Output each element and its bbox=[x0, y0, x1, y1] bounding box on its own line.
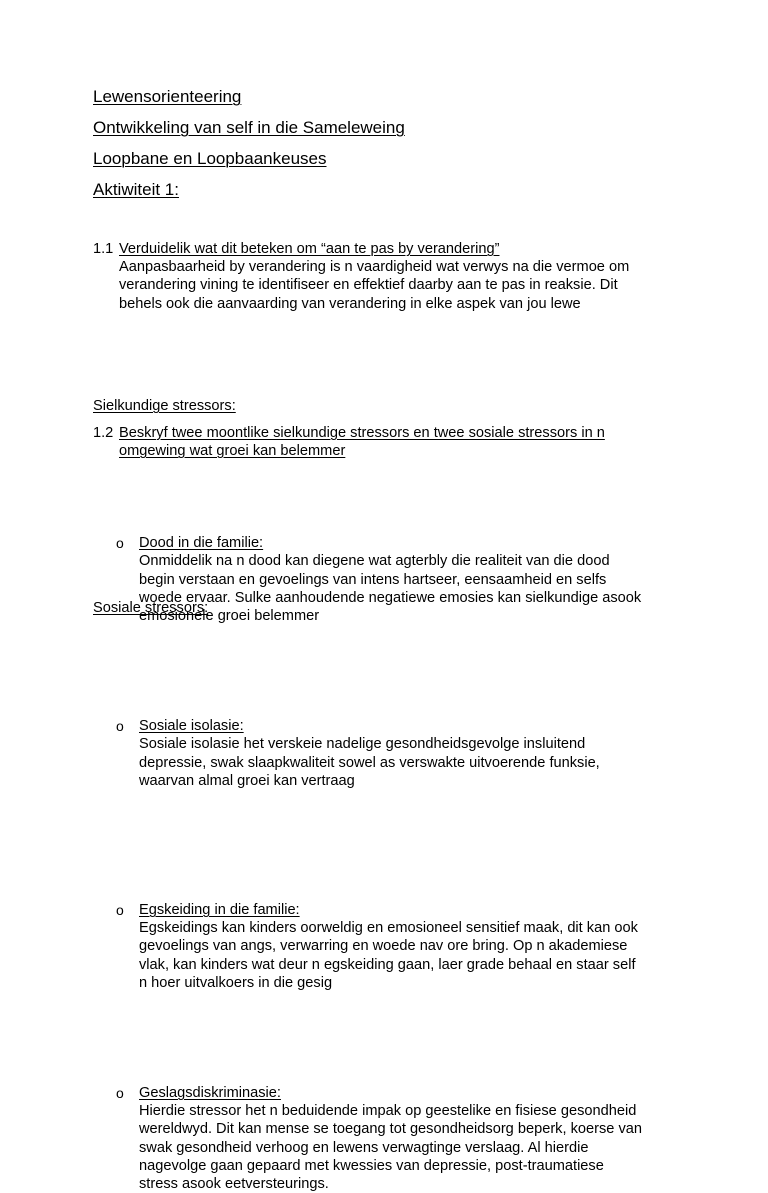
answer-text: Aanpasbaarheid by verandering is n vaardigheid wat verwys na die vermoe om verandering vining te identifiseer en effektief daarby aan te pas in reaksie. Dit behels ook die aanvaarding van verandering in elke aspek van jou lewe bbox=[119, 259, 630, 312]
item-line: Hierdie stressor het n beduidende impak op geestelike en fisiese gesondheid bbox=[139, 1103, 637, 1120]
item-line: Egskeidings kan kinders oorweldig en emosioneel sensitief maak, dit kan ook bbox=[139, 920, 638, 937]
item-line: gevoelings van angs, verwarring en woede nav ore bring. Op n akademiese bbox=[139, 938, 628, 955]
item-line: nagevolge gaan gepaard met kwessies van depressie, post-traumatiese bbox=[139, 1157, 604, 1174]
item-line: Onmiddelik na n dood kan diegene wat agterbly die realiteit van die dood bbox=[139, 553, 610, 570]
item-line: stress asook eetversteurings. bbox=[139, 1176, 329, 1193]
item-line: swak gesondheid verhoog en lewens verwagtinge verslaag. Al hierdie bbox=[139, 1139, 589, 1156]
item-line: waarvan almal groei kan vertraag bbox=[139, 772, 355, 789]
list-item bbox=[93, 1084, 729, 1193]
item-line: vlak, kan kinders wat deur n egskeiding gaan, laer grade behaal en staar self bbox=[139, 956, 636, 973]
item-title: Dood in die familie: bbox=[139, 535, 264, 552]
question-number: 1.1 bbox=[93, 241, 114, 257]
question-1-2 bbox=[93, 424, 709, 460]
item-line: n hoer uitvalkoers in die gesig bbox=[139, 974, 333, 991]
bullet-icon: o bbox=[116, 1085, 124, 1102]
item-line: wereldwyd. Dit kan mense se toegang tot gesondheidsorg beperk, koerse van bbox=[139, 1121, 642, 1138]
item-line: begin verstaan en gevoelings van intens hartseer, eensaamheid en selfs bbox=[139, 571, 607, 588]
question-text-line-1: Beskryf twee moontlike sielkundige stressors en twee sosiale stressors in n bbox=[119, 424, 605, 441]
item-title: Egskeiding in die familie: bbox=[139, 902, 300, 919]
section-sielkundige bbox=[93, 397, 683, 415]
bullet-icon: o bbox=[116, 535, 124, 552]
question-1-1 bbox=[93, 240, 709, 313]
item-line: woede ervaar. Sulke aanhoudende negatiewe emosies kan sielkundige asook bbox=[139, 589, 642, 606]
section-label: Sielkundige stressors: bbox=[93, 398, 236, 414]
list-item bbox=[93, 901, 729, 992]
bullet-icon: o bbox=[116, 718, 124, 735]
section-label: Sosiale stressors: bbox=[93, 600, 209, 616]
section-sosiale bbox=[93, 599, 683, 617]
question-text: Verduidelik wat dit beteken om “aan te pas by verandering” bbox=[119, 241, 500, 257]
item-line: Sosiale isolasie het verskeie nadelige gesondheidsgevolge insluitend bbox=[139, 736, 586, 753]
question-number: 1.2 bbox=[93, 424, 114, 441]
question-text-line-2: omgewing wat groei kan belemmer bbox=[119, 443, 346, 460]
item-line: depressie, swak slaapkwaliteit sowel as verswakte uitvoerende funksie, bbox=[139, 754, 600, 771]
heading-subtopic: Loopbane en Loopbaankeuses bbox=[93, 149, 327, 168]
heading-subject: Lewensorienteering bbox=[93, 87, 242, 106]
list-item bbox=[93, 717, 729, 790]
item-title: Sosiale isolasie: bbox=[139, 718, 244, 735]
item-line: emosionele groei belemmer bbox=[139, 608, 320, 625]
item-title: Geslagsdiskriminasie: bbox=[139, 1085, 281, 1102]
heading-topic: Ontwikkeling van self in die Sameleweing bbox=[93, 118, 405, 137]
bullet-icon: o bbox=[116, 902, 124, 919]
heading-activity: Aktiwiteit 1: bbox=[93, 180, 179, 199]
